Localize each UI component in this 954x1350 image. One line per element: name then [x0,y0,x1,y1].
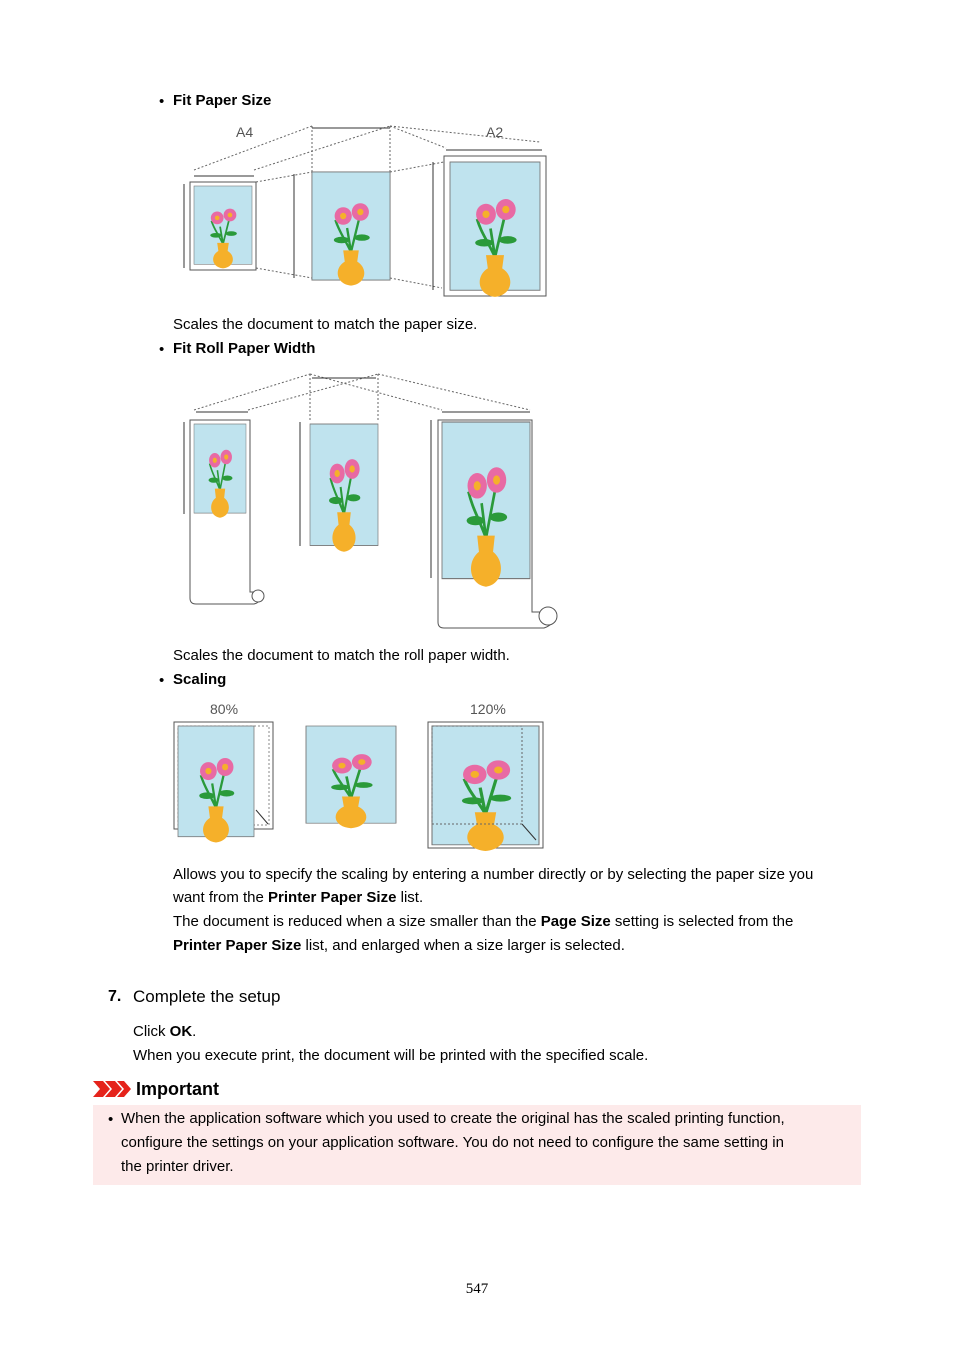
scaling-description-line-2: want from the Printer Paper Size list. [173,889,424,906]
label-120-percent: 120% [470,701,506,717]
fit-roll-paper-width-illustration [172,366,562,634]
step-result: When you execute print, the document will be printed with the specified scale. [133,1047,649,1064]
flower-vase-picture [450,162,540,297]
scaling-description-line-4: Printer Paper Size list, and enlarged when a size larger is selected. [173,937,625,954]
fit-paper-size-illustration [172,118,552,302]
flower-vase-picture [178,726,254,842]
flower-vase-picture [312,172,390,286]
important-text-line-3: the printer driver. [121,1158,234,1175]
step-click-instruction: Click OK. [133,1023,197,1040]
bullet: • [159,672,165,689]
scaling-description-line-1: Allows you to specify the scaling by entering a number directly or by selecting the paper size you [173,866,814,883]
page-number: 547 [465,1281,489,1297]
section-title-scaling: Scaling [173,671,227,688]
flower-vase-picture [306,726,396,828]
flower-vase-picture [310,424,378,552]
important-text-line-1: When the application software which you used to create the original has the scaled printing function, [121,1110,785,1127]
fit-paper-size-description: Scales the document to match the paper size. [173,316,478,333]
flower-vase-picture [194,186,252,268]
flower-vase-picture [432,726,539,851]
label-a4: A4 [236,124,254,140]
label-a2: A2 [486,124,504,140]
bullet: • [159,93,165,110]
bullet: • [159,341,165,358]
scaling-description-line-3: The document is reduced when a size smaller than the Page Size setting is selected from the [173,913,794,930]
flower-vase-picture [194,424,246,518]
important-arrow-icon [93,1080,133,1098]
flower-vase-picture [442,422,530,587]
scaling-illustration [172,698,548,852]
section-title-fit-paper-size: Fit Paper Size [173,92,272,109]
section-title-fit-roll-paper-width: Fit Roll Paper Width [173,340,316,357]
important-title: Important [136,1079,219,1099]
step-title: Complete the setup [133,987,281,1006]
important-text-line-2: configure the settings on your application software. You do not need to configure the same setting in [121,1134,784,1151]
step-number: 7. [108,988,122,1005]
bullet: • [108,1111,114,1128]
fit-roll-paper-width-description: Scales the document to match the roll paper width. [173,647,510,664]
label-80-percent: 80% [210,701,239,717]
